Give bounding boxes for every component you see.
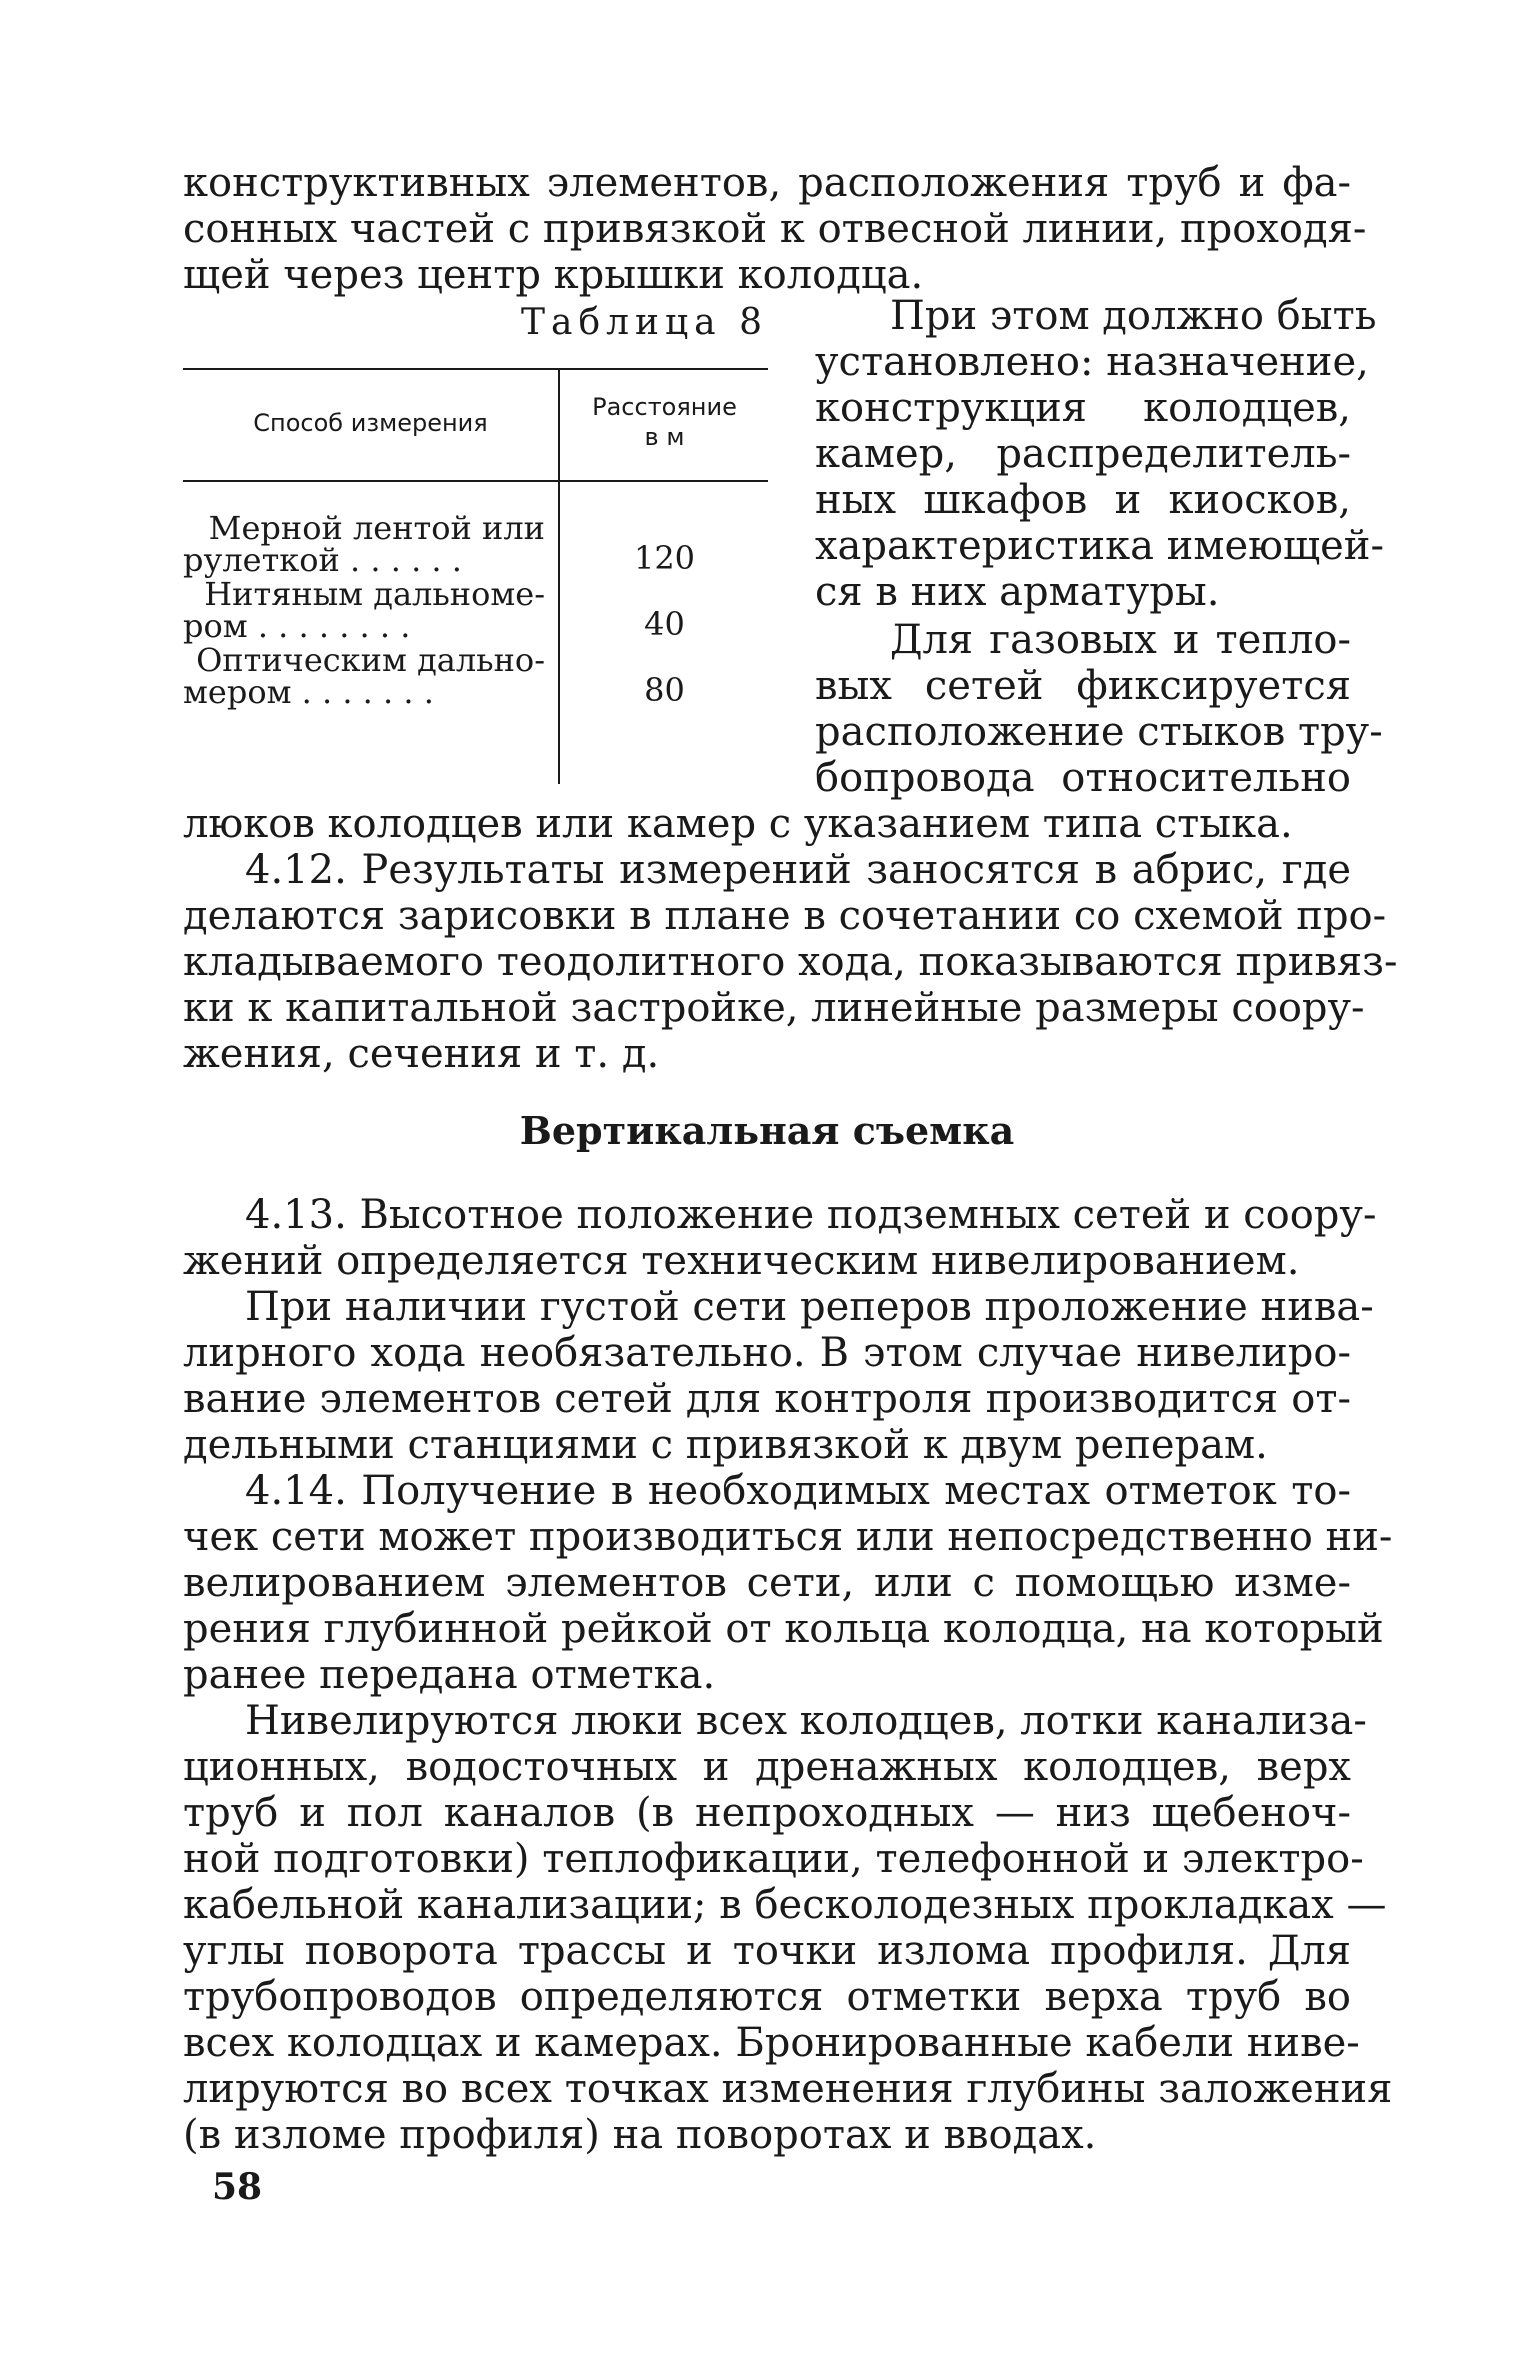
body-line: труб и пол каналов (в непроходных — низ щебеноч-	[183, 1790, 1351, 1836]
side-line: Для газовых и тепло-	[890, 617, 1351, 663]
body-line: 4.13. Высотное положение подземных сетей и соору-	[245, 1192, 1377, 1238]
body-line: кабельной канализации; в бесколодезных прокладках —	[183, 1882, 1387, 1928]
row-value: 120	[633, 539, 696, 577]
side-line: При этом должно быть	[890, 293, 1377, 339]
page-number: 58	[212, 2166, 263, 2208]
intro-line: сонных частей с привязкой к отвесной линии, проходя-	[183, 206, 1367, 252]
header-method: Способ измерения	[253, 409, 488, 437]
body-line: чек сети может производиться или непосредственно ни-	[183, 1514, 1393, 1560]
intro-line: щей через центр крышки колодца.	[183, 252, 924, 298]
table-8	[183, 300, 768, 760]
intro-line: конструктивных элементов, расположения труб и фа-	[183, 160, 1351, 206]
body-line: ки к капитальной застройке, линейные размеры соору-	[183, 985, 1365, 1031]
body-line: трубопроводов определяются отметки верха труб во	[183, 1974, 1351, 2020]
row-method-line1: Нитяным дальноме-	[204, 575, 545, 613]
body-line: всех колодцах и камерах. Бронированные кабели ниве-	[183, 2020, 1360, 2066]
body-line: жения, сечения и т. д.	[183, 1031, 660, 1077]
body-line: (в изломе профиля) на поворотах и вводах.	[183, 2112, 1097, 2158]
row-value: 40	[644, 605, 685, 643]
table-top-rule	[183, 368, 768, 370]
side-line: вых сетей фиксируется	[815, 663, 1351, 709]
side-line: бопровода относительно	[815, 755, 1351, 801]
body-line: ранее передана отметка.	[183, 1652, 716, 1698]
body-line: дельными станциями с привязкой к двум реперам.	[183, 1422, 1268, 1468]
table-row	[183, 509, 545, 579]
table-row	[183, 641, 545, 711]
body-line: 4.14. Получение в необходимых местах отметок то-	[245, 1468, 1351, 1514]
body-line: кладываемого теодолитного хода, показываются привяз-	[183, 939, 1398, 985]
side-line: камер, распределитель-	[815, 431, 1351, 477]
side-line: расположение стыков тру-	[815, 709, 1383, 755]
body-line: вание элементов сетей для контроля производится от-	[183, 1376, 1351, 1422]
side-line: установлено: назначение,	[815, 339, 1369, 385]
row-method-line1: Оптическим дально-	[196, 641, 545, 679]
body-line: жений определяется техническим нивелированием.	[183, 1238, 1300, 1284]
body-line: лируются во всех точках изменения глубины заложения	[183, 2066, 1393, 2112]
body-line: ной подготовки) теплофикации, телефонной и электро-	[183, 1836, 1364, 1882]
body-line: рения глубинной рейкой от кольца колодца, на который	[183, 1606, 1384, 1652]
header-distance-unit: в м	[644, 423, 685, 451]
body-line: велированием элементов сети, или с помощью изме-	[183, 1560, 1351, 1606]
row-value: 80	[644, 671, 685, 709]
side-line: характеристика имеющей-	[815, 523, 1384, 569]
table-row	[183, 575, 545, 645]
body-line: люков колодцев или камер с указанием типа стыка.	[183, 801, 1293, 847]
body-line: углы поворота трассы и точки излома профиля. Для	[183, 1928, 1351, 1974]
body-line: При наличии густой сети реперов проложение нива-	[245, 1284, 1374, 1330]
body-line: ционных, водосточных и дренажных колодцев, верх	[183, 1744, 1351, 1790]
body-line: Нивелируются люки всех колодцев, лотки канализа-	[245, 1698, 1367, 1744]
body-line: делаются зарисовки в плане в сочетании со схемой про-	[183, 893, 1387, 939]
side-line: конструкция колодцев,	[815, 385, 1351, 431]
row-method-line2: рулеткой . . . . . .	[183, 541, 462, 579]
header-distance: Расстояние	[592, 393, 737, 421]
row-method-line1: Мерной лентой или	[208, 509, 545, 547]
side-line: ных шкафов и киосков,	[815, 477, 1351, 523]
row-method-line2: ром . . . . . . . .	[183, 607, 411, 645]
body-line: 4.12. Результаты измерений заносятся в абрис, где	[245, 847, 1351, 893]
row-method-line2: мером . . . . . . .	[183, 673, 434, 711]
table-caption: Таблица 8	[521, 302, 768, 343]
section-heading: Вертикальная съемка	[519, 1108, 1015, 1153]
table-column-divider	[558, 370, 560, 784]
body-line: лирного хода необязательно. В этом случае нивелиро-	[183, 1330, 1351, 1376]
side-line: ся в них арматуры.	[815, 569, 1220, 615]
table-header-rule	[183, 480, 768, 482]
